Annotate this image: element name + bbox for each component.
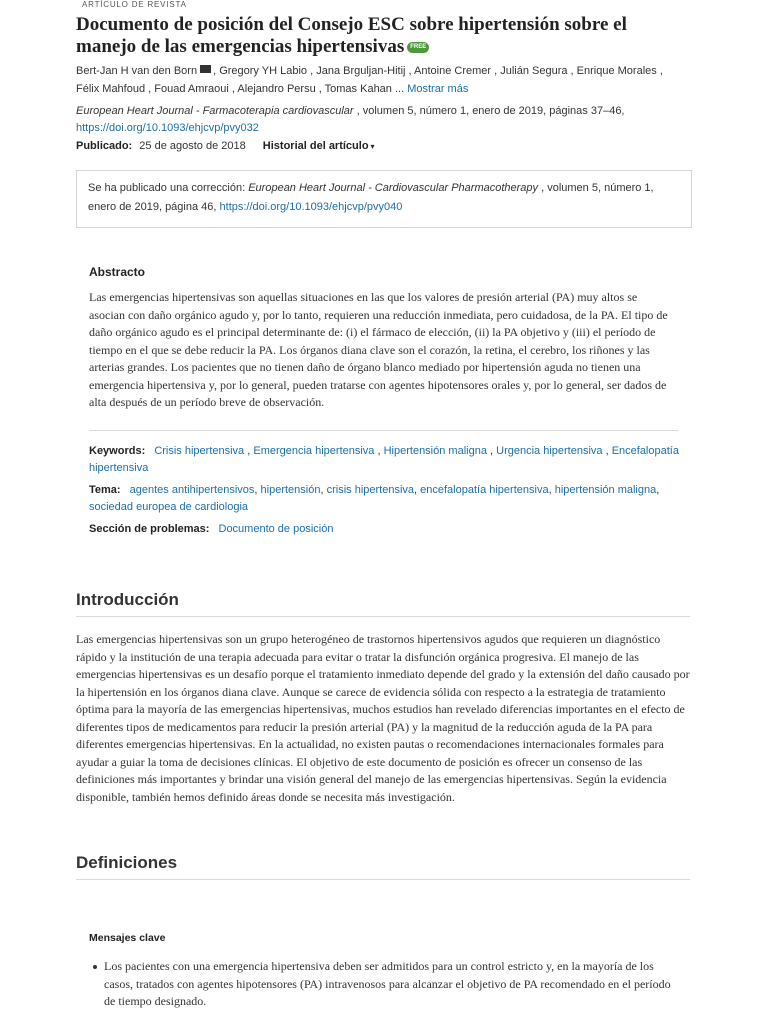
introduction-text: Las emergencias hipertensivas son un grupo heterogéneo de trastornos hipertensivos agudos que requieren un diagnóstico rápido y la institución de una terapia adecuada para evitar o tratar la disfunción orgánica progresiva. El manejo de las emergencias hipertensivas es un desafío porque el tratamiento inmediato depende del grado y la extensión del daño causado por la hipertensión en los órganos diana clave. Aunque se carece de evidencia sólida con respecto a la estrategia de tratamiento óptima para la mayoría de las emergencias hipertensivas, muchos estudios han revelado diferencias importantes en el efecto de diferentes tipos de medicamentos para reducir la presión arterial (PA) y la magnitud de la reducción aguda de la PA para diferentes emergencias hipertensivas. En la actualidad, no existen pautas o recomendaciones internacionales formales para ayudar a guiar la toma de decisiones clínicas. El objetivo de este documento de posición es ofrecer un consenso de las definiciones más importantes y brindar una visión general del manejo de las emergencias hipertensivas. Según la evidencia disponible, también hemos definido áreas donde se necesita más investigación.: [76, 632, 690, 804]
correction-doi-link[interactable]: https://doi.org/10.1093/ehjcvp/pvy040: [219, 201, 403, 213]
issue-section-row: [89, 521, 679, 538]
correction-details: , volumen 5, número 1, enero de 2019, página 46,: [88, 182, 654, 213]
issue-section-link[interactable]: Documento de posición: [218, 523, 334, 535]
introduction-heading: Introducción: [76, 590, 690, 617]
article-history-label: Historial del artículo: [262, 140, 369, 152]
published-date: 25 de agosto de 2018: [139, 140, 246, 152]
correction-prefix: Se ha publicado una corrección:: [88, 182, 249, 194]
keywords-label: Keywords:: [89, 445, 146, 457]
article-history-toggle[interactable]: [263, 140, 375, 152]
key-messages-heading: Mensajes clave: [89, 932, 166, 944]
keyword-link[interactable]: Encefalopatía hipertensiva: [89, 445, 679, 474]
keyword-link[interactable]: Hipertensión maligna: [383, 445, 487, 457]
topics-label: Tema:: [89, 484, 121, 496]
article-title-text: Documento de posición del Consejo ESC sobre hipertensión sobre el manejo de las emergencias hipertensivas: [76, 14, 627, 57]
topic-link[interactable]: hipertensión: [260, 484, 321, 496]
published-label: Publicado:: [76, 140, 133, 152]
free-access-icon: FREE: [407, 42, 429, 53]
doi-link[interactable]: https://doi.org/10.1093/ehjcvp/pvy032: [76, 122, 259, 134]
chevron-down-icon: ▾: [370, 142, 375, 151]
correction-journal: European Heart Journal - Cardiovascular Pharmacotherapy: [248, 182, 539, 194]
citation-details: , volumen 5, número 1, enero de 2019, páginas 37–46,: [353, 105, 625, 117]
list-item: Los pacientes con una emergencia hipertensiva deben ser admitidos para un control estricto y, en la mayoría de los casos, tratados con agentes hipotensores (PA) intravenosos para alcanzar el objetivo de PA recomendado en el período de tiempo designado.: [104, 958, 684, 1011]
keyword-link[interactable]: Crisis hipertensiva: [154, 445, 245, 457]
topic-link[interactable]: crisis hipertensiva: [326, 484, 415, 496]
topic-link[interactable]: hipertensión maligna: [554, 484, 657, 496]
author-corresponding[interactable]: Bert-Jan H van den Born: [76, 65, 198, 77]
publication-info: [76, 138, 696, 155]
author-list-line1[interactable]: , Gregory YH Labio , Jana Brguljan-Hitij , Antoine Cremer , Julián Segura , Enrique Morales ,: [213, 65, 663, 77]
abstract-heading: Abstracto: [89, 265, 146, 279]
citation: [76, 103, 696, 137]
author-list-line2[interactable]: Félix Mahfoud , Fouad Amraoui , Alejandro Persu , Tomas Kahan ...: [76, 83, 405, 95]
correction-notice: [76, 170, 692, 228]
journal-name[interactable]: European Heart Journal - Farmacoterapia cardiovascular: [76, 105, 354, 117]
issue-section-label: Sección de problemas:: [89, 523, 210, 535]
topic-link[interactable]: agentes antihipertensivos: [129, 484, 255, 496]
abstract-divider: [89, 430, 678, 431]
mail-icon[interactable]: [200, 65, 211, 73]
author-list: [76, 62, 686, 98]
show-more-authors-link[interactable]: Mostrar más: [407, 83, 469, 95]
key-messages-list: [104, 958, 684, 1011]
topic-link[interactable]: sociedad europea de cardiologia: [89, 501, 249, 513]
keyword-link[interactable]: Urgencia hipertensiva: [496, 445, 603, 457]
keywords-row: Keywords: Crisis hipertensiva , Emergencia hipertensiva , Hipertensión maligna , Urgencia hipertensiva , Encefalopatía hipertensiva: [89, 445, 679, 474]
article-title: [76, 14, 676, 58]
topic-link[interactable]: encefalopatía hipertensiva: [420, 484, 549, 496]
topics-row: Tema: agentes antihipertensivos, hipertensión, crisis hipertensiva, encefalopatía hipertensiva, hipertensión maligna, sociedad europea de cardiologia: [89, 484, 660, 513]
definitions-heading: Definiciones: [76, 853, 690, 880]
abstract-text: Las emergencias hipertensivas son aquellas situaciones en las que los valores de presión arterial (PA) muy altos se asocian con daño orgánico agudo y, por lo tanto, requieren una reducción inmediata, pero cuidadosa, de la PA. El tipo de daño orgánico agudo es el principal determinante de: (i) el fármaco de elección, (ii) la PA objetivo y (iii) el período de tiempo en el que se debe reducir la PA. Los órganos diana clave son el corazón, la retina, el cerebro, los riñones y las arterias grandes. Los pacientes que no tienen daño de órgano blanco mediado por hipertensión aguda no tienen una emergencia hipertensiva y, por lo general, pueden tratarse con agentes hipotensores orales y, por lo general, ser dados de alta después de un período breve de observación.: [89, 290, 668, 409]
keyword-link[interactable]: Emergencia hipertensiva: [253, 445, 375, 457]
article-type-label: ARTÍCULO DE REVISTA: [82, 0, 187, 9]
